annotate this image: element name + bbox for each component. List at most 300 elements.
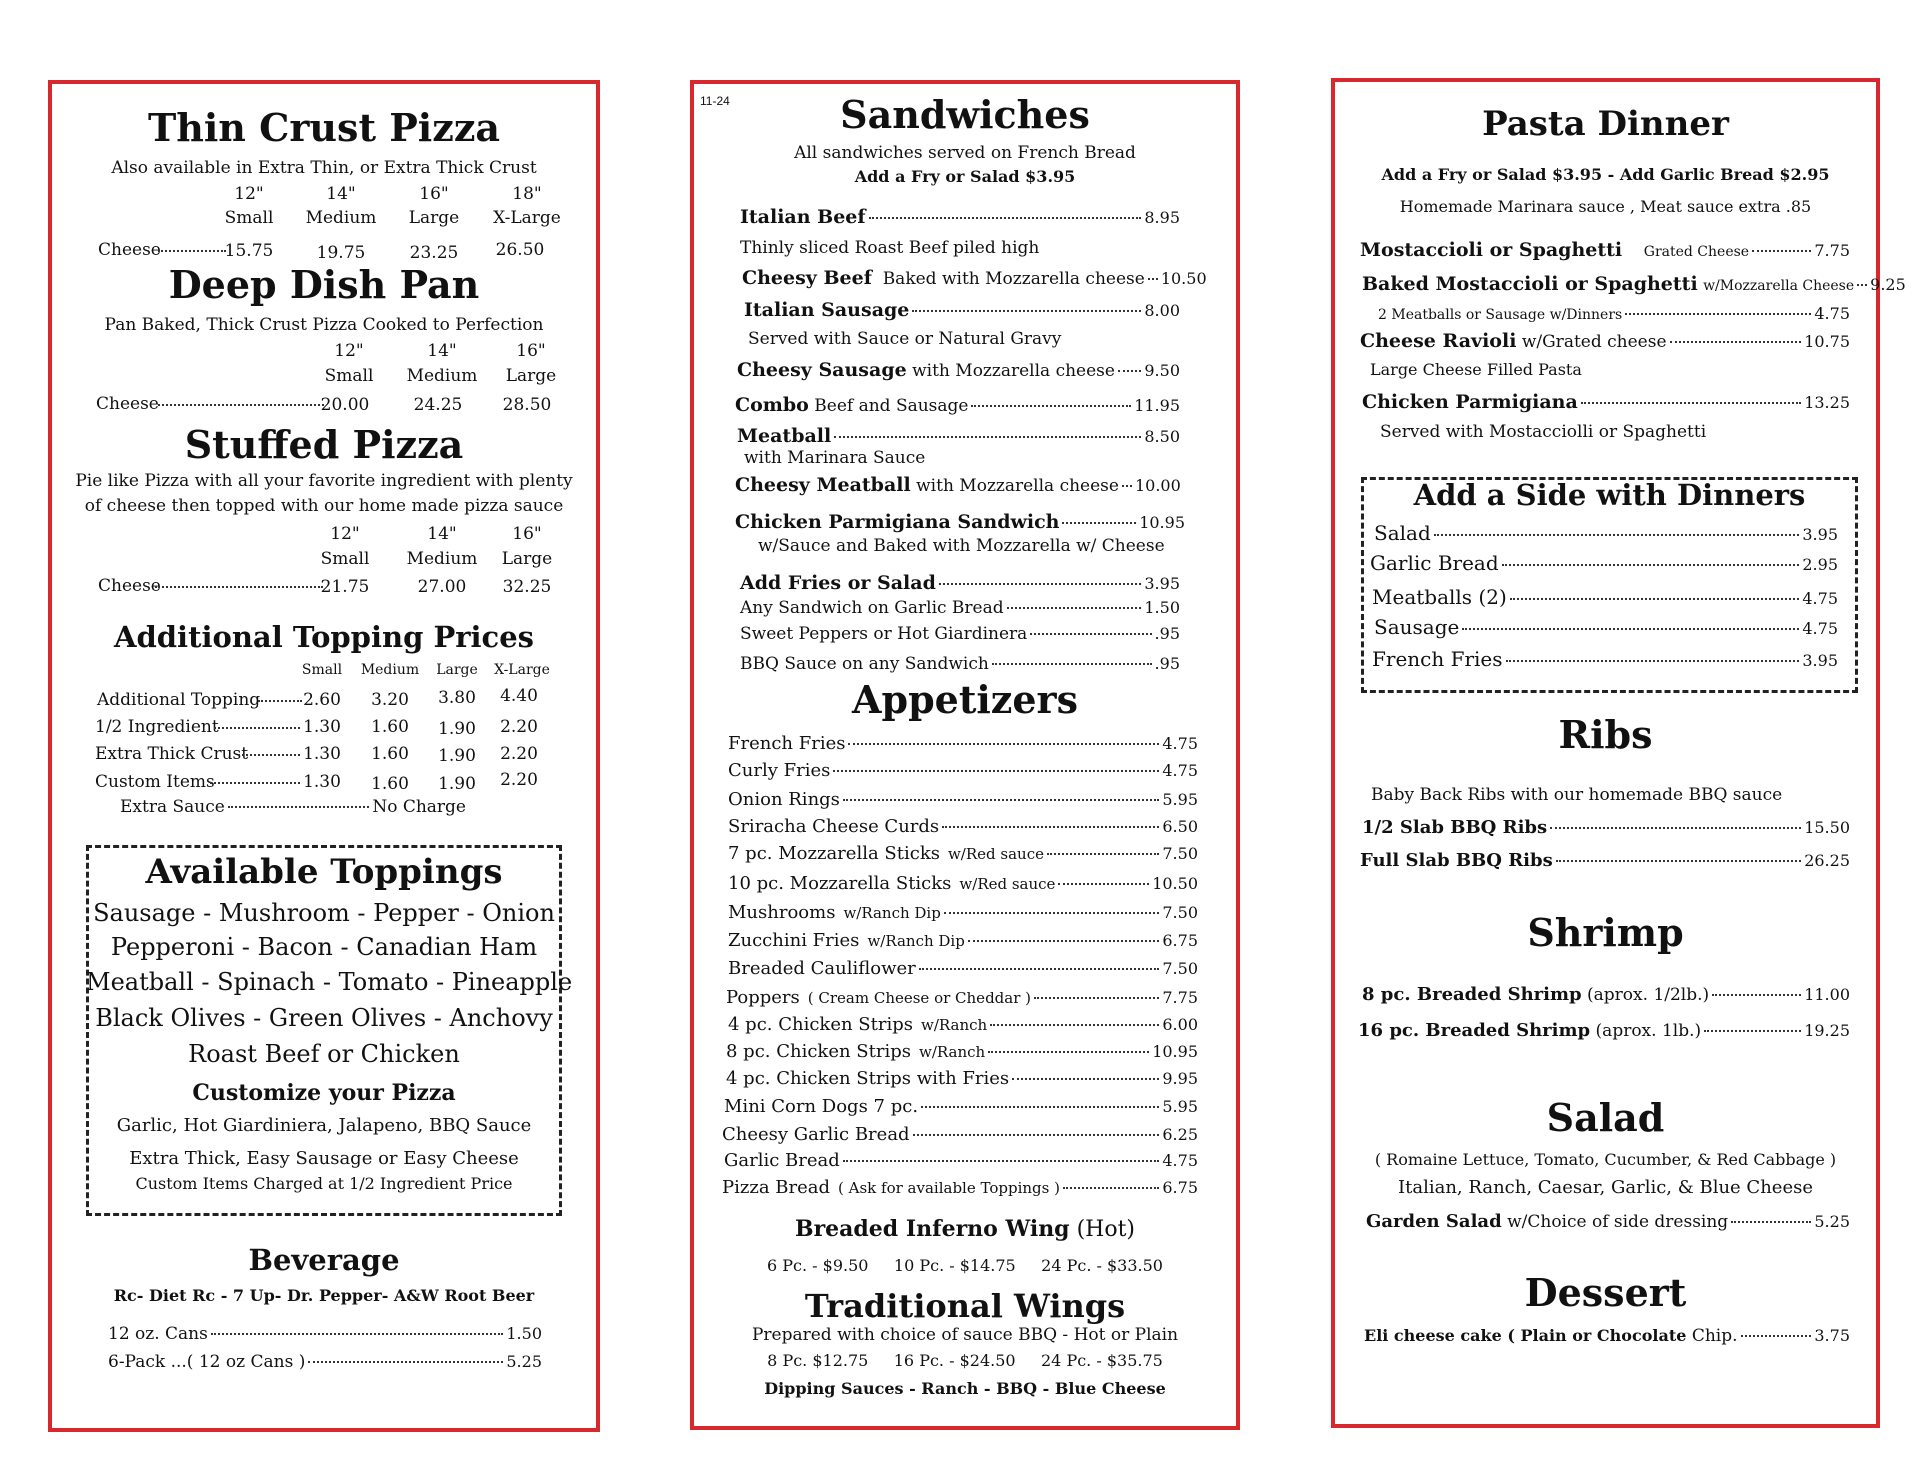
dot-leader: [1148, 278, 1158, 280]
item-name: 1/2 Slab BBQ Ribs: [1362, 817, 1548, 838]
menu-item: [740, 572, 1180, 594]
item-price: 6.75: [1162, 931, 1198, 950]
salad-sub: ( Romaine Lettuce, Tomato, Cucumber, & Red Cabbage ): [1374, 1150, 1837, 1169]
menu-item: [1360, 239, 1850, 261]
size-name: Large: [408, 208, 460, 228]
dot-leader: [939, 583, 1142, 585]
col-header: Small: [301, 662, 343, 678]
menu-item: [1364, 1326, 1850, 1346]
appetizer-row: [724, 1150, 1198, 1171]
item-name: Sweet Peppers or Hot Giardinera: [740, 624, 1028, 644]
price: 3.20: [371, 690, 409, 710]
price: 2.20: [500, 770, 538, 790]
item-price: 1.50: [506, 1324, 542, 1343]
dot-leader: [1550, 827, 1801, 829]
topping-row-label: 1/2 Ingredient: [95, 717, 219, 737]
item-name: Full Slab BBQ Ribs: [1360, 850, 1553, 871]
deep-dish-subtitle: Pan Baked, Thick Crust Pizza Cooked to Perfection: [104, 315, 544, 335]
inferno-heading: [690, 1216, 1240, 1242]
item-desc: (aprox. 1/2lb.): [1587, 985, 1710, 1005]
item-price: 6.00: [1162, 1015, 1198, 1034]
toppings-line: Sausage - Mushroom - Pepper - Onion: [93, 899, 555, 927]
item-name: Cheesy Garlic Bread: [722, 1124, 910, 1145]
item-desc: Chip.: [1691, 1326, 1738, 1346]
item-price: 5.25: [1814, 1212, 1850, 1231]
dessert-title: Dessert: [1524, 1270, 1687, 1315]
menu-item: [1360, 850, 1850, 871]
menu-item: [1360, 330, 1850, 352]
appetizer-row: [726, 1041, 1198, 1062]
dot-leader: [1712, 994, 1801, 996]
size-inch: 16": [419, 184, 449, 204]
appetizer-row: [728, 789, 1198, 810]
item-name: Italian Beef: [740, 206, 866, 228]
item-name: Curly Fries: [728, 760, 831, 781]
item-price: 7.75: [1814, 241, 1850, 260]
menu-item: [1366, 1211, 1850, 1232]
shrimp-title: Shrimp: [1527, 910, 1684, 955]
item-price: 13.25: [1804, 393, 1850, 412]
menu-item: [740, 624, 1180, 644]
menu-item: [740, 206, 1180, 228]
appetizer-row: [728, 760, 1198, 781]
item-name: Cheese Ravioli: [1360, 330, 1517, 352]
dot-leader: [158, 394, 324, 406]
item-price: 5.25: [506, 1352, 542, 1371]
menu-item: [1362, 817, 1850, 838]
item-name: 8 pc. Breaded Shrimp: [1362, 984, 1582, 1005]
topping-row-label: Extra Thick Crust: [95, 744, 249, 764]
item-name: 4 pc. Chicken Strips with Fries: [726, 1068, 1010, 1089]
size-inch: 14": [427, 524, 457, 544]
dot-leader: [1704, 1030, 1801, 1032]
dot-leader: [843, 1160, 1160, 1162]
dot-leader: [1506, 660, 1800, 662]
menu-item: [1362, 391, 1850, 413]
size-inch: 14": [427, 341, 457, 361]
dot-leader: [992, 663, 1152, 665]
customize-line: Custom Items Charged at 1/2 Ingredient Price: [135, 1174, 513, 1193]
item-note: w/Ranch Dip: [843, 904, 941, 922]
item-name: Zucchini Fries: [728, 930, 860, 951]
appetizer-row: [726, 1068, 1198, 1089]
price: 24.25: [413, 395, 463, 415]
item-name: 2 Meatballs or Sausage w/Dinners: [1378, 307, 1623, 323]
salad-dressings: Italian, Ranch, Caesar, Garlic, & Blue Cheese: [1398, 1177, 1813, 1198]
dot-leader: [155, 576, 323, 588]
topping-prices-title: Additional Topping Prices: [114, 620, 534, 654]
item-price: 10.95: [1152, 1042, 1198, 1061]
item-price: .95: [1154, 624, 1180, 643]
item-name: 12 oz. Cans: [108, 1324, 208, 1344]
topping-row-label: Custom Items: [95, 772, 215, 792]
dot-leader: [988, 1051, 1149, 1053]
item-name: 7 pc. Mozzarella Sticks: [728, 843, 940, 864]
price: 2.20: [500, 744, 538, 764]
dot-leader: [1670, 341, 1802, 343]
dot-leader: [1434, 534, 1800, 536]
stuffed-desc-1: Pie like Pizza with all your favorite ingredient with plenty: [75, 471, 573, 491]
dot-leader: [1118, 370, 1141, 372]
stuffed-item: Cheese: [98, 576, 161, 596]
size-inch: 12": [330, 524, 360, 544]
item-note: w/Red sauce: [947, 845, 1044, 863]
appetizer-row: [728, 873, 1198, 894]
item-name: Italian Sausage: [744, 299, 910, 321]
item-name: Salad: [1374, 521, 1431, 545]
dot-leader: [944, 912, 1160, 914]
beverage-row: [108, 1352, 542, 1372]
toppings-line: Roast Beef or Chicken: [188, 1040, 460, 1068]
item-price: 8.95: [1144, 208, 1180, 227]
dot-leader: [228, 806, 370, 808]
item-desc: w/Grated cheese: [1521, 332, 1667, 352]
thin-crust-subtitle: Also available in Extra Thin, or Extra Thick Crust: [111, 158, 537, 178]
beverage-row: [108, 1324, 542, 1344]
item-name: French Fries: [1372, 647, 1503, 671]
item-price: 6.75: [1162, 1178, 1198, 1197]
appetizer-row: [728, 902, 1198, 923]
ribs-sub: Baby Back Ribs with our homemade BBQ sauce: [1371, 785, 1783, 805]
item-price: 9.95: [1162, 1069, 1198, 1088]
item-desc: Beef and Sausage: [814, 396, 969, 416]
item-price: No Charge: [372, 797, 466, 817]
side-row: [1372, 585, 1838, 609]
size-name: Small: [324, 366, 374, 386]
menu-item: [737, 425, 1180, 447]
price: 1.60: [371, 744, 409, 764]
appetizer-row: [722, 1177, 1198, 1198]
dot-leader: [1058, 883, 1149, 885]
item-name: Sriracha Cheese Curds: [728, 816, 940, 837]
menu-item: [1378, 304, 1850, 323]
dot-leader: [1012, 1078, 1159, 1080]
item-price: 6.50: [1162, 817, 1198, 836]
toppings-line: Pepperoni - Bacon - Canadian Ham: [110, 933, 538, 961]
appetizer-row: [724, 1096, 1198, 1117]
col-header: Large: [436, 662, 478, 678]
item-price: 19.25: [1804, 1021, 1850, 1040]
item-name: Poppers: [726, 987, 800, 1008]
size-inch: 12": [234, 184, 264, 204]
menu-item: [737, 359, 1180, 381]
item-price: 10.50: [1160, 269, 1207, 288]
dot-leader: [1556, 860, 1801, 862]
dot-leader: [833, 770, 1159, 772]
item-price: 10.75: [1804, 332, 1850, 351]
extra-sauce-row: [120, 797, 466, 817]
side-row: [1374, 615, 1838, 639]
item-price: 26.25: [1804, 851, 1850, 870]
item-price: 4.75: [1802, 589, 1838, 608]
dot-leader: [971, 405, 1131, 407]
price: 28.50: [502, 395, 552, 415]
menu-item: [735, 394, 1180, 416]
price: 27.00: [417, 577, 467, 597]
item-desc: with Mozzarella cheese: [912, 361, 1115, 381]
thin-crust-item: Cheese: [98, 240, 161, 260]
item-name: Baked Mostaccioli or Spaghetti: [1362, 273, 1698, 295]
dot-leader: [308, 1361, 503, 1363]
item-name: Pizza Bread: [722, 1177, 831, 1198]
traditional-wings-title: Traditional Wings: [804, 1287, 1126, 1325]
col-header: Medium: [360, 662, 420, 678]
available-toppings-title: Available Toppings: [145, 852, 503, 892]
item-note: with Marinara Sauce: [744, 448, 926, 468]
dot-leader: [1062, 522, 1136, 524]
appetizer-row: [728, 930, 1198, 951]
item-price: 3.75: [1814, 1326, 1850, 1345]
dot-leader: [1502, 564, 1800, 566]
size-name: Medium: [406, 549, 478, 569]
price: 1.90: [438, 746, 476, 766]
price: 2.60: [303, 690, 341, 710]
dot-leader: [1007, 607, 1142, 609]
price: 26.50: [495, 240, 545, 260]
dot-leader: [913, 1134, 1160, 1136]
item-name: Mostaccioli or Spaghetti: [1360, 239, 1623, 261]
item-price: 4.75: [1814, 304, 1850, 323]
dot-leader: [1857, 284, 1867, 286]
item-name: Cheesy Sausage: [737, 359, 907, 381]
size-inch: 16": [512, 524, 542, 544]
sandwiches-title: Sandwiches: [840, 92, 1090, 137]
menu-item: [735, 511, 1185, 533]
dot-leader: [1034, 997, 1159, 999]
appetizer-row: [722, 1124, 1198, 1145]
thin-crust-title: Thin Crust Pizza: [147, 105, 501, 150]
price: 1.30: [303, 744, 341, 764]
item-desc: Baked with Mozzarella cheese: [882, 269, 1145, 289]
size-name: Medium: [305, 208, 377, 228]
item-name: 16 pc. Breaded Shrimp: [1358, 1020, 1591, 1041]
dot-leader: [1063, 1187, 1159, 1189]
dot-leader: [869, 217, 1142, 219]
beverage-title: Beverage: [248, 1243, 400, 1277]
col-header: X-Large: [494, 662, 550, 678]
inferno-prices: 6 Pc. - $9.50 10 Pc. - $14.75 24 Pc. - $33.50: [767, 1256, 1163, 1275]
dot-leader: [1030, 633, 1151, 635]
appetizers-title: Appetizers: [852, 677, 1078, 722]
item-price: 1.50: [1144, 598, 1180, 617]
dot-leader: [1741, 1335, 1812, 1337]
customize-line: Extra Thick, Easy Sausage or Easy Cheese: [129, 1148, 519, 1169]
item-price: 3.95: [1802, 525, 1838, 544]
item-name: French Fries: [728, 733, 846, 754]
size-name: Small: [224, 208, 274, 228]
dipping-sauces: Dipping Sauces - Ranch - BBQ - Blue Cheese: [764, 1379, 1166, 1398]
item-name: Garden Salad: [1366, 1211, 1502, 1232]
price: 23.25: [409, 243, 459, 263]
item-price: 3.95: [1144, 574, 1180, 593]
item-name: Combo: [735, 394, 809, 416]
customize-title: Customize your Pizza: [192, 1080, 456, 1106]
appetizer-row: [728, 733, 1198, 754]
item-name: Eli cheese cake ( Plain or Chocolate: [1364, 1326, 1687, 1345]
price: 1.90: [438, 719, 476, 739]
dot-leader: [843, 799, 1159, 801]
item-price: 10.50: [1152, 874, 1198, 893]
item-note: ( Cream Cheese or Cheddar ): [807, 989, 1032, 1007]
item-name: Breaded Cauliflower: [728, 958, 916, 979]
item-note: Served with Sauce or Natural Gravy: [748, 329, 1062, 349]
stuffed-title: Stuffed Pizza: [184, 422, 464, 467]
item-desc: with Mozzarella cheese: [916, 476, 1119, 496]
menu-item: [1362, 984, 1850, 1005]
dot-leader: [834, 436, 1141, 438]
dot-leader: [211, 1333, 504, 1335]
item-name: Chicken Parmigiana Sandwich: [735, 511, 1060, 533]
side-row: [1374, 521, 1838, 545]
item-note: Thinly sliced Roast Beef piled high: [740, 238, 1040, 258]
inferno-note: (Hot): [1076, 1217, 1136, 1242]
dot-leader: [1047, 853, 1159, 855]
dot-leader: [919, 968, 1160, 970]
beverage-subtitle: Rc- Diet Rc - 7 Up- Dr. Pepper- A&W Root Beer: [113, 1286, 535, 1305]
item-price: 6.25: [1162, 1125, 1198, 1144]
item-price: 10.95: [1139, 513, 1185, 532]
dot-leader: [912, 310, 1141, 312]
size-inch: 14": [326, 184, 356, 204]
item-price: .95: [1154, 654, 1180, 673]
size-name: Large: [505, 366, 557, 386]
price: 19.75: [316, 243, 366, 263]
side-row: [1370, 551, 1838, 575]
item-name: Sausage: [1374, 615, 1460, 639]
price: 1.60: [371, 717, 409, 737]
price: 1.30: [303, 717, 341, 737]
item-desc: (aprox. 1lb.): [1595, 1021, 1702, 1041]
item-name: Meatballs (2): [1372, 585, 1507, 609]
price: 20.00: [320, 395, 370, 415]
item-price: 5.95: [1162, 1097, 1198, 1116]
dot-leader: [942, 826, 1159, 828]
item-note: w/Ranch: [918, 1043, 986, 1061]
price: 1.30: [303, 772, 341, 792]
item-name: Garlic Bread: [724, 1150, 840, 1171]
price: 15.75: [224, 241, 274, 261]
deep-dish-title: Deep Dish Pan: [168, 262, 480, 307]
item-name: 8 pc. Chicken Strips: [726, 1041, 911, 1062]
item-note: w/Sauce and Baked with Mozzarella w/ Cheese: [758, 536, 1165, 556]
item-price: 2.95: [1802, 555, 1838, 574]
size-name: Medium: [406, 366, 478, 386]
dot-leader: [921, 1106, 1159, 1108]
toppings-line: Meatball - Spinach - Tomato - Pineapple: [86, 968, 573, 996]
item-name: Cheesy Beef: [742, 267, 872, 289]
item-name: Onion Rings: [728, 789, 840, 810]
price: 1.90: [438, 774, 476, 794]
item-price: 9.25: [1870, 275, 1906, 294]
wings-sub: Prepared with choice of sauce BBQ - Hot or Plain: [751, 1325, 1179, 1345]
menu-item: [744, 299, 1180, 321]
item-price: 4.75: [1162, 734, 1198, 753]
size-name: X-Large: [493, 208, 561, 228]
price: 2.20: [500, 717, 538, 737]
item-price: 7.75: [1162, 988, 1198, 1007]
side-row: [1372, 647, 1838, 671]
price: 4.40: [500, 686, 538, 706]
menu-item: [740, 654, 1180, 674]
dot-leader: [1731, 1221, 1811, 1223]
item-price: 7.50: [1162, 903, 1198, 922]
item-price: 8.00: [1144, 301, 1180, 320]
item-name: BBQ Sauce on any Sandwich: [740, 654, 989, 674]
item-note: w/Ranch Dip: [867, 932, 965, 950]
item-price: 11.00: [1804, 985, 1850, 1004]
dot-leader: [848, 743, 1159, 745]
item-desc: w/Mozzarella Cheese: [1703, 278, 1855, 294]
dot-leader: [1122, 485, 1132, 487]
item-note: w/Red sauce: [959, 875, 1056, 893]
pasta-sub: Add a Fry or Salad $3.95 - Add Garlic Bread $2.95: [1381, 165, 1830, 184]
item-price: 11.95: [1134, 396, 1180, 415]
sandwiches-sub: All sandwiches served on French Bread: [794, 143, 1136, 163]
item-name: 10 pc. Mozzarella Sticks: [728, 873, 952, 894]
item-name: Add Fries or Salad: [740, 572, 936, 594]
inferno-title: Breaded Inferno Wing: [794, 1216, 1070, 1242]
menu-item: [742, 267, 1207, 289]
price: 1.60: [371, 774, 409, 794]
price: 32.25: [502, 577, 552, 597]
menu-item: [740, 598, 1180, 618]
dot-leader: [1752, 250, 1811, 252]
item-price: 7.50: [1162, 844, 1198, 863]
size-inch: 16": [516, 341, 546, 361]
menu-item: [1362, 273, 1906, 295]
item-note: ( Ask for available Toppings ): [838, 1179, 1060, 1197]
appetizer-row: [728, 958, 1198, 979]
item-price: 4.75: [1162, 761, 1198, 780]
item-name: 4 pc. Chicken Strips: [728, 1014, 913, 1035]
topping-row-label: Additional Topping: [97, 690, 261, 710]
dot-leader: [990, 1024, 1159, 1026]
item-name: Mushrooms: [728, 902, 836, 923]
item-price: 9.50: [1144, 361, 1180, 380]
pasta-sub2: Homemade Marinara sauce , Meat sauce extra .85: [1399, 197, 1812, 216]
stuffed-desc-2: of cheese then topped with our home made pizza sauce: [84, 496, 564, 516]
item-price: 15.50: [1804, 818, 1850, 837]
item-name: Extra Sauce: [120, 797, 225, 817]
item-price: 3.95: [1802, 651, 1838, 670]
item-name: 6-Pack ...( 12 oz Cans ): [108, 1352, 306, 1372]
item-price: 4.75: [1162, 1151, 1198, 1170]
item-note: w/Ranch: [920, 1016, 988, 1034]
item-name: Garlic Bread: [1370, 551, 1499, 575]
pasta-title: Pasta Dinner: [1482, 104, 1729, 144]
size-inch: 18": [512, 184, 542, 204]
item-price: 4.75: [1802, 619, 1838, 638]
item-price: 8.50: [1144, 427, 1180, 446]
item-name: Cheesy Meatball: [735, 474, 911, 496]
item-name: Meatball: [737, 425, 832, 447]
item-note: Large Cheese Filled Pasta: [1370, 360, 1582, 379]
deep-dish-item: Cheese: [96, 394, 159, 414]
appetizer-row: [726, 987, 1198, 1008]
item-desc: Grated Cheese: [1643, 244, 1750, 260]
ribs-title: Ribs: [1558, 712, 1653, 757]
price: 21.75: [320, 577, 370, 597]
wings-prices: 8 Pc. $12.75 16 Pc. - $24.50 24 Pc. - $35.75: [767, 1351, 1163, 1370]
customize-line: Garlic, Hot Giardiniera, Jalapeno, BBQ Sauce: [116, 1115, 532, 1136]
size-inch: 12": [334, 341, 364, 361]
dot-leader: [1462, 628, 1799, 630]
dot-leader: [1510, 598, 1800, 600]
price: 3.80: [438, 688, 476, 708]
appetizer-row: [728, 1014, 1198, 1035]
item-price: 5.95: [1162, 790, 1198, 809]
version-code: 11-24: [700, 94, 730, 108]
